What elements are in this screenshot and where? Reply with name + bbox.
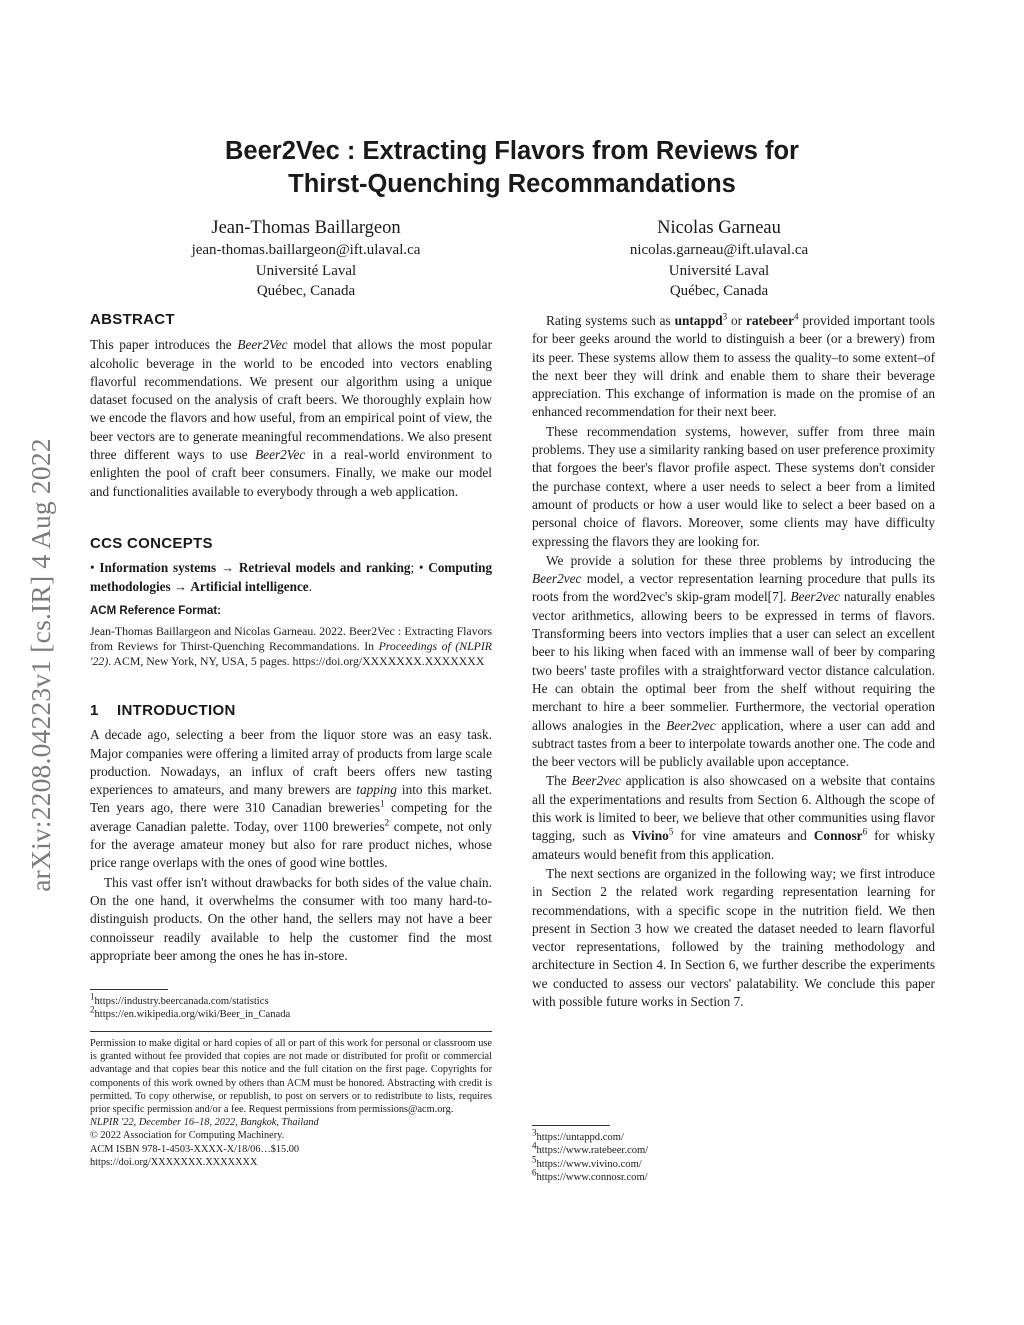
paper-title <box>170 135 854 201</box>
footnote: $^1$https://industry.beercanada.com/statistics <box>90 991 269 1007</box>
footnote: $^3$https://untappd.com/ <box>532 1127 624 1143</box>
body-paragraph: These recommendation systems, however, suffer from three main problems. They use a similarity ranking based on user preference proximity that forgoes the beer's flavor profile aspect. These systems don't consider the purchase context, where a user needs to select a beer from a limited amount of products or how a user would like to select a beer based on a personal choice of flavors. Moreover, some clients may have difficulty expressing the flavors they are looking for. <box>532 423 935 549</box>
author-name: Jean-Thomas Baillargeon <box>211 218 401 238</box>
abstract-text: This paper introduces the Beer2Vec model that allows the most popular alcoholic beverage in the world to be encoded into vectors enabling flavorful recommendations. We present our algorithm using a unique dataset focused on the analysis of craft beers. We thoroughly explain how we encode the flavors and how useful, from an empirical point of view, the beer vectors are to generate meaningful recommendations. We also present three different ways to use Beer2Vec in a real-world environment to enlighten the pool of craft beer consumers. Finally, we make our model and functionalities available to everybody through a web application. <box>90 337 492 499</box>
conference-info: NLPIR '22, December 16–18, 2022, Bangkok, Thailand <box>90 1117 319 1129</box>
acm-reference-label: ACM Reference Format: <box>90 605 221 618</box>
author-email: jean-thomas.baillargeon@ift.ulaval.ca <box>191 242 421 258</box>
arxiv-stamp <box>18 365 64 965</box>
permission-rule <box>90 1031 492 1032</box>
author-email: nicolas.garneau@ift.ulaval.ca <box>629 242 809 258</box>
author-location: Québec, Canada <box>669 283 769 299</box>
permission-block <box>90 1031 492 1169</box>
doi-line: https://doi.org/XXXXXXX.XXXXXXX <box>90 1156 258 1168</box>
footnote: $^2$https://en.wikipedia.org/wiki/Beer_in_Canada <box>90 1004 291 1021</box>
author-name: Nicolas Garneau <box>657 218 781 238</box>
author-block-1 <box>141 216 471 302</box>
author-block-2 <box>554 216 884 302</box>
author-affiliation: Université Laval <box>668 262 770 279</box>
arxiv-stamp-text: arXiv:2208.04223v1 [cs.IR] 4 Aug 2022 <box>25 438 56 892</box>
abstract-section <box>90 311 492 501</box>
ccs-heading: CCS CONCEPTS <box>90 535 213 552</box>
footnote: $^4$https://www.ratebeer.com/ <box>532 1140 649 1157</box>
left-footnotes <box>90 989 492 1022</box>
intro-paragraph: This vast offer isn't without drawbacks for both sides of the value chain. On the one hand, it overwhelms the consumer with too many hard-to-distinguish products. On the other hand, the sellers may not have a beer connoisseur readily available to help the customer find the most appropriate beer among the ones he has in-store. <box>90 874 492 963</box>
footnote-rule <box>90 989 168 990</box>
footnote-rule <box>532 1125 610 1126</box>
section-number: 1 <box>90 702 99 719</box>
ccs-section <box>90 535 492 669</box>
introduction-section <box>90 702 492 965</box>
abstract-heading: ABSTRACT <box>90 311 175 328</box>
footnote: $^6$https://www.connosr.com/ <box>532 1167 648 1183</box>
title-line-2: Thirst-Quenching Recommandations <box>288 170 736 198</box>
copyright-line: © 2022 Association for Computing Machinery. <box>90 1130 285 1142</box>
right-footnotes <box>532 1125 935 1184</box>
body-paragraph: The next sections are organized in the following way; we first introduce in Section 2 the related work regarding representation learning for recommendations, with a specific scope in the nutrition field. We then present in Section 3 how we created the dataset needed to learn flavorful vector representations, followed by the training methodology and architecture in Section 4. In Section 6, we further describe the experiments we conducted to assess our vectors' palatability. We conclude this paper with possible future works in Section 7. <box>532 865 935 1009</box>
author-location: Québec, Canada <box>256 283 356 299</box>
ccs-concepts: • Information systems → Retrieval models and ranking; • Computing methodologies → Artificial intelligence. <box>90 560 493 594</box>
acm-reference-text: Jean-Thomas Baillargeon and Nicolas Garneau. 2022. Beer2Vec : Extracting Flavors from Reviews for Thirst-Quenching Recommandations. In Proceedings of (NLPIR '22). ACM, New York, NY, USA, 5 pages. https://doi.org/XXXXXXX.XXXXXXX <box>90 623 492 669</box>
permission-text: Permission to make digital or hard copies of all or part of this work for personal or classroom use is granted without fee provided that copies are not made or distributed for profit or commercial advantage and that copies bear this notice and the full citation on the first page. Copyrights for components of this work owned by others than ACM must be honored. Abstracting with credit is permitted. To copy otherwise, or republish, to post on servers or to redistribute to lists, requires prior specific permission and/or a fee. Request permissions from permissions@acm.org. <box>90 1038 492 1116</box>
isbn-line: ACM ISBN 978-1-4503-XXXX-X/18/06…$15.00 <box>90 1143 300 1155</box>
right-column-body <box>532 312 935 1011</box>
footnote: $^5$https://www.vivino.com/ <box>532 1154 642 1170</box>
body-paragraph: Rating systems such as untappd$^3$ or ratebeer$^4$ provided important tools for beer geeks around the world to distinguish a beer (or a brewery) from its peer. These systems allow them to assess the quality–to some extent–of the next beer they will drink and enable them to share their beverage appreciation. This exchange of information is made on the promise of an enhanced recommendation for their next beer. <box>532 311 935 420</box>
author-affiliation: Université Laval <box>255 262 357 279</box>
introduction-heading: 1 INTRODUCTION <box>90 702 236 719</box>
title-line-1: Beer2Vec : Extracting Flavors from Reviews for <box>225 137 799 165</box>
intro-paragraph: A decade ago, selecting a beer from the liquor store was an easy task. Major companies were offering a limited array of products from large scale production. Nowadays, an influx of craft beers offers new tasting experiences to amateurs, and many brewers are tapping into this market. Ten years ago, there were 310 Canadian breweries$^1$ competing for the average Canadian palette. Today, over 1100 breweries$^2$ compete, not only for the average amateur money but also for rare product niches, whose price range overlaps with the ones of good wine bottles. <box>90 727 493 871</box>
body-paragraph: We provide a solution for these three problems by introducing the Beer2vec model, a vector representation learning procedure that pulls its roots from the word2vec's skip-gram model[7]. Beer2vec naturally enables vector arithmetics, allowing beers to be expressed in terms of flavors. Transforming beers into vectors implies that a user can select an excellent beer to his liking when faced with an immense wall of beer by comparing two beers' taste profiles with a straightforward vector distance calculation. He can obtain the optimal beer from the shelf without requiring the merchant to hire a beer sommelier. Furthermore, the vectorial operation allows analogies in the Beer2vec application, where a user can add and subtract tastes from a beer to interpolate towards another one. The code and the beer vectors will be publicly available upon acceptance. <box>532 552 936 770</box>
body-paragraph: The Beer2vec application is also showcased on a website that contains all the experimentations and results from Section 6. Although the scope of this work is limited to beer, we believe that other communities using flavor tagging, such as Vivino$^5$ for vine amateurs and Connosr$^6$ for whisky amateurs would benefit from this application. <box>532 773 936 862</box>
